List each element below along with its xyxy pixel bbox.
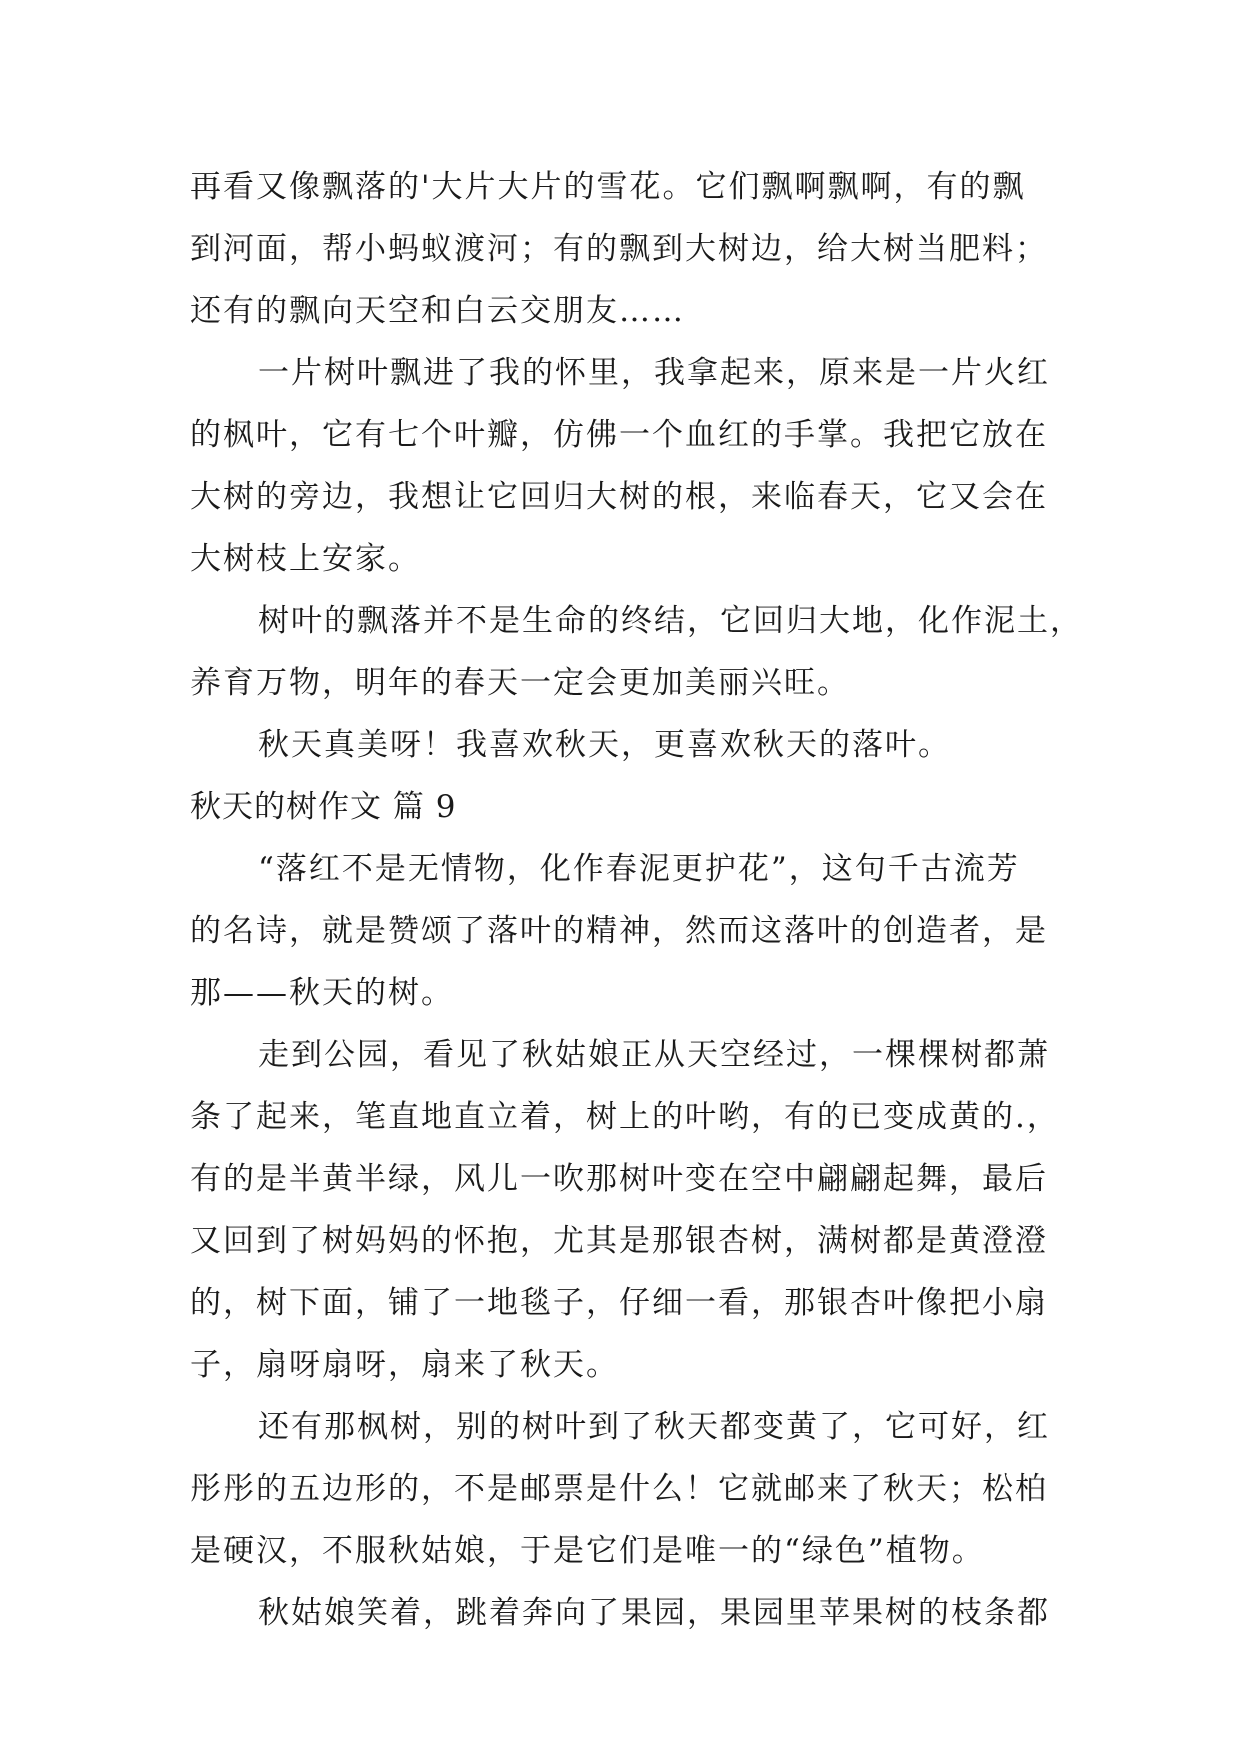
paragraph-start-line: 还有那枫树，别的树叶到了秋天都变黄了，它可好，红 (258, 1409, 1050, 1445)
text-line: 的枫叶，它有七个叶瓣，仿佛一个血红的手掌。我把它放在 (190, 417, 1048, 453)
text-line: 彤彤的五边形的，不是邮票是什么！它就邮来了秋天；松柏 (190, 1471, 1048, 1507)
text-line: 到河面，帮小蚂蚁渡河；有的飘到大树边，给大树当肥料； (190, 231, 1048, 267)
paragraph-start-line: 一片树叶飘进了我的怀里，我拿起来，原来是一片火红 (258, 355, 1050, 391)
paragraph-start-line: 秋姑娘笑着，跳着奔向了果园，果园里苹果树的枝条都 (258, 1595, 1050, 1631)
text-line: 再看又像飘落的'大片大片的雪花。它们飘啊飘啊，有的飘 (190, 169, 1026, 205)
paragraph-start-line: “落红不是无情物，化作春泥更护花”，这句千古流芳 (258, 851, 1020, 887)
text-line: 那——秋天的树。 (190, 975, 454, 1011)
text-line: 的，树下面，铺了一地毯子，仔细一看，那银杏叶像把小扇 (190, 1285, 1048, 1321)
text-line: 条了起来，笔直地直立着，树上的叶哟，有的已变成黄的.， (190, 1099, 1060, 1135)
text-line: 有的是半黄半绿，风儿一吹那树叶变在空中翩翩起舞，最后 (190, 1161, 1048, 1197)
paragraph-start-line: 秋天真美呀！我喜欢秋天，更喜欢秋天的落叶。 (258, 727, 951, 763)
text-line: 子，扇呀扇呀，扇来了秋天。 (190, 1347, 619, 1383)
text-line: 又回到了树妈妈的怀抱，尤其是那银杏树，满树都是黄澄澄 (190, 1223, 1048, 1259)
text-line: 是硬汉，不服秋姑娘，于是它们是唯一的“绿色”植物。 (190, 1533, 985, 1569)
section-heading: 秋天的树作文 篇 9 (190, 789, 457, 825)
text-line: 大树枝上安家。 (190, 541, 421, 577)
document-body (190, 156, 1083, 1644)
text-line: 养育万物，明年的春天一定会更加美丽兴旺。 (190, 665, 850, 701)
paragraph-start-line: 树叶的飘落并不是生命的终结，它回归大地，化作泥土， (258, 603, 1083, 639)
paragraph-start-line: 走到公园，看见了秋姑娘正从天空经过，一棵棵树都萧 (258, 1037, 1050, 1073)
text-line: 还有的飘向天空和白云交朋友…… (190, 293, 685, 329)
text-line: 大树的旁边，我想让它回归大树的根，来临春天，它又会在 (190, 479, 1048, 515)
text-line: 的名诗，就是赞颂了落叶的精神，然而这落叶的创造者，是 (190, 913, 1048, 949)
